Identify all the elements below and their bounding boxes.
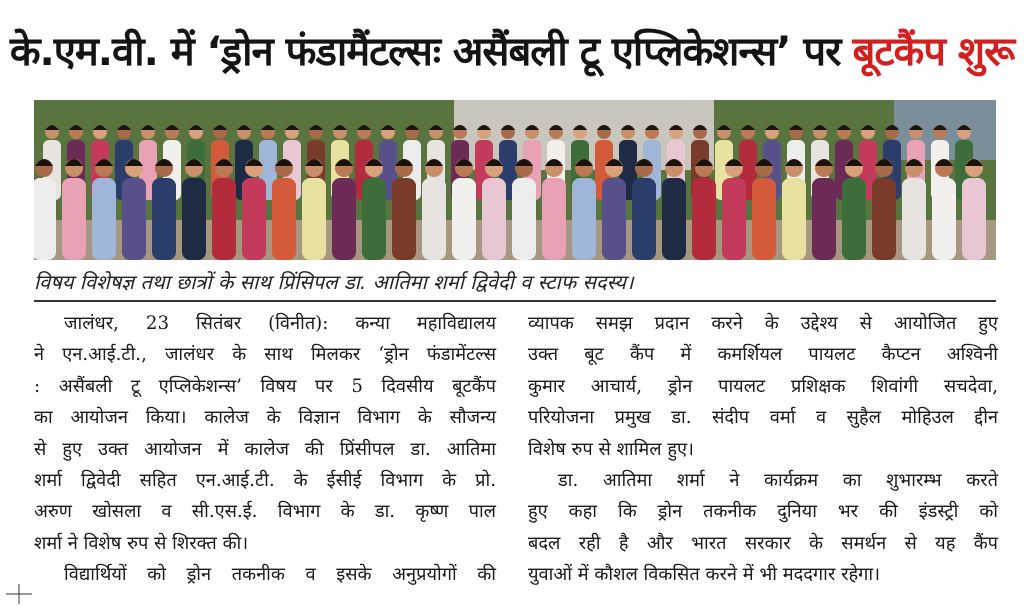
crop-mark-icon [6,584,32,604]
article-line: विशेष रुप से शामिल हुए। [528,438,694,460]
article-line: शर्मा ने विशेष रुप से शिरक्त की। [34,532,249,554]
person-front-row [152,178,176,260]
article-right-column [528,308,998,591]
article-line: हुए कहा कि ड्रोन तकनीक दुनिया भर की इंडस्ट्री को [528,501,998,523]
article-line: बदल रही है और भारत सरकार के समर्थन से यह कैंप [528,532,998,554]
person-front-row [932,178,956,260]
group-photo [34,100,996,260]
person-front-row [362,178,386,260]
person-front-row [842,178,866,260]
person-front-row [962,178,986,260]
person-front-row [422,178,446,260]
article-line: ने एन.आई.टी., जालंधर के साथ मिलकर ‘ड्रोन फंडामेंटल्स [34,344,496,366]
article-line: का आयोजन किया। कालेज के विज्ञान विभाग के सौजन्य [34,407,496,429]
person-front-row [782,178,806,260]
group-photo-scene [34,100,996,260]
headline-accent: बूटकैंप शुरू [852,28,1015,75]
headline [0,4,1024,94]
person-front-row [92,178,116,260]
article-line: : असैंबली टू एप्लिकेशन्स’ विषय पर 5 दिवसीय बूटकैंप [34,375,496,397]
article-left-column [34,308,496,591]
person-front-row [662,178,686,260]
person-front-row [242,178,266,260]
article-line: विद्यार्थियों को ड्रोन तकनीक व इसके अनुप्रयोगों की [64,564,496,586]
person-front-row [902,178,926,260]
person-front-row [182,178,206,260]
photo-caption: विषय विशेषज्ञ तथा छात्रों के साथ प्रिंसिपल डा. आतिमा शर्मा द्विवेदी व स्टाफ सदस्य। [34,262,996,302]
article-line: अरुण खोसला व सी.एस.ई. विभाग के डा. कृष्ण पाल [34,501,496,523]
person-front-row [34,178,56,260]
headline-main: के.एम.वी. में ‘ड्रोन फंडामैंटल्सः असैंबली टू एप्लिकेशन्स’ पर [9,28,841,75]
article-line: व्यापक समझ प्रदान करने के उद्देश्य से आयोजित हुए [528,313,998,334]
person-front-row [632,178,656,260]
person-front-row [872,178,896,260]
article-line: शर्मा द्विवेदी सहित एन.आई.टी. के ईसीई विभाग के प्रो. [34,470,496,492]
person-front-row [302,178,326,260]
article-line: से हुए उक्त आयोजन में कालेज की प्रिंसीपल डा. आतिमा [34,438,496,460]
article-line: कुमार आचार्य, ड्रोन पायलट प्रशिक्षक शिवांगी सचदेवा, [528,375,998,397]
person-front-row [722,178,746,260]
person-front-row [692,178,716,260]
person-front-row [452,178,476,260]
person-front-row [512,178,536,260]
person-front-row [62,178,86,260]
article-line: जालंधर, 23 सितंबर (विनीत): कन्या महाविद्यालय [64,313,496,334]
person-front-row [752,178,776,260]
person-front-row [212,178,236,260]
person-front-row [272,178,296,260]
article-line: युवाओं में कौशल विकसित करने में भी मददगार रहेगा। [528,564,881,586]
person-front-row [542,178,566,260]
person-front-row [572,178,596,260]
person-front-row [602,178,626,260]
article-line: डा. आतिमा शर्मा ने कार्यक्रम का शुभारम्भ करते [558,470,998,492]
article-line: उक्त बूट कैंप में कमर्शियल पायलट कैप्टन अश्विनी [528,344,998,366]
person-front-row [812,178,836,260]
article-line: परियोजना प्रमुख डा. संदीप वर्मा व सुहैल मोहिउल द्दीन [528,407,998,429]
person-front-row [122,178,146,260]
person-front-row [392,178,416,260]
person-front-row [482,178,506,260]
person-front-row [332,178,356,260]
